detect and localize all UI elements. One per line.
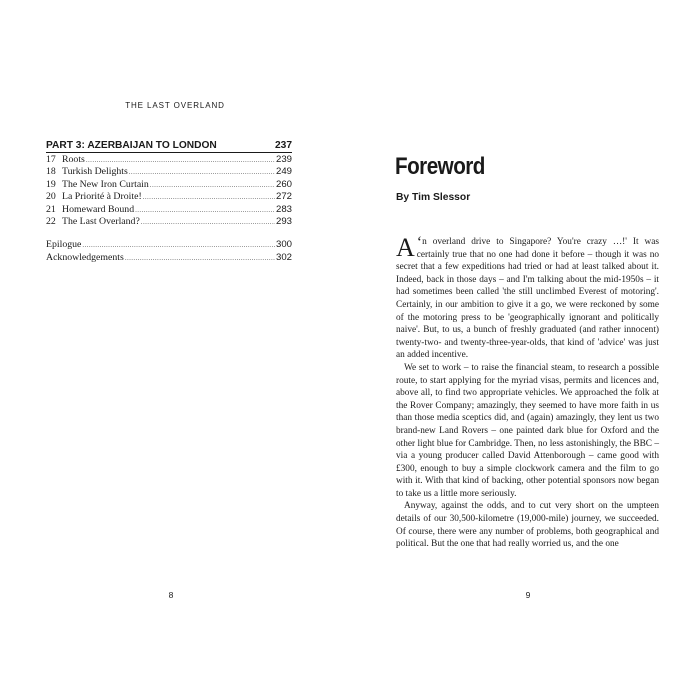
right-page [350, 0, 700, 700]
paragraph [396, 233, 659, 362]
toc-chapter-title: Roots [62, 154, 85, 165]
toc-chapter-number: 17 [46, 154, 56, 165]
toc-entry [46, 191, 292, 203]
toc-page-number: 239 [275, 154, 292, 165]
toc-chapter-title: The New Iron Curtain [62, 178, 149, 190]
toc-chapter-number: 22 [46, 216, 56, 228]
dot-leader [86, 154, 275, 166]
page-number-right: 9 [525, 590, 531, 600]
toc-spacer [46, 228, 292, 239]
toc-entry [46, 179, 292, 191]
toc-page-number: 302 [275, 251, 292, 263]
toc-chapter-title: Turkish Delights [62, 166, 128, 178]
running-head: THE LAST OVERLAND [125, 101, 225, 110]
table-of-contents [46, 140, 292, 264]
opening-quote-mark: ‘ [416, 234, 423, 251]
chapter-title: Foreword [395, 153, 485, 180]
page-number-left: 8 [168, 590, 174, 600]
toc-page-number: 293 [275, 216, 292, 228]
dot-leader [141, 216, 275, 228]
toc-entry [46, 204, 292, 216]
toc-entry [46, 166, 292, 178]
toc-part-heading [46, 140, 292, 153]
toc-page-number: 272 [275, 191, 292, 203]
toc-back-matter-title: Epilogue [46, 239, 82, 251]
dot-leader [135, 204, 275, 216]
dot-leader [129, 166, 275, 178]
toc-page-number: 249 [275, 166, 292, 178]
toc-chapter-number: 18 [46, 166, 56, 178]
toc-chapter-title: La Priorité à Droite! [62, 191, 142, 203]
toc-entry [46, 216, 292, 228]
dot-leader [125, 252, 275, 264]
paragraph: We set to work – to raise the financial steam, to research a possible route, to start applying for the myriad visas, permits and licences and, above all, to find two appropriate vehicles. We approached the folk at the Rover Company; amazingly, they seemed to have more faith in us than those media sceptics did, and (again) amazingly, they lent us two brand-new Land Rovers – one painted dark blue for Oxford and the other light blue for Cambridge. Then, no less astonishingly, the BBC – via a young producer called David Attenborough – came good with £300, enough to buy a simple clockwork camera and the film to go with it. With that kind of backing, other potential sponsors now began to take us a little more seriously. [396, 362, 659, 499]
toc-page-number: 260 [275, 178, 292, 190]
toc-chapter-number: 21 [46, 203, 56, 215]
dot-leader [143, 191, 275, 203]
toc-entry [46, 154, 292, 166]
dot-leader [150, 179, 275, 191]
toc-entry [46, 239, 292, 251]
toc-back-matter-title: Acknowledgements [46, 251, 124, 263]
toc-page-number: 300 [275, 239, 292, 251]
dot-leader [82, 239, 275, 251]
toc-part-page: 237 [275, 140, 292, 151]
body-text [396, 233, 659, 551]
paragraph-text: n overland drive to Singapore? You're crazy …!' It was certainly true that no one had done it before – though it was no secret that a few expeditions had tried or had at least talked about it. Indeed, back in those days – and I'm talking about the mid-1950s – it had sometimes been called 'the still unclimbed Everest of motoring'. Certainly, in our ambition to give it a go, we were reckoned by some of the motoring press to be 'geographically ignorant and politically naive'. But, to us, a bunch of freshly graduated (and rather innocent) twenty-two- and twenty-three-year-olds, that kind of 'advice' was just an added incentive. [396, 237, 659, 361]
toc-chapter-title: Homeward Bound [62, 203, 135, 215]
toc-chapter-number: 19 [46, 178, 56, 190]
byline: By Tim Slessor [396, 192, 471, 203]
toc-chapter-title: The Last Overland? [62, 216, 140, 228]
toc-part-title: PART 3: AZERBAIJAN TO LONDON [46, 140, 217, 151]
toc-chapter-number: 20 [46, 191, 56, 203]
toc-page-number: 283 [275, 203, 292, 215]
paragraph: Anyway, against the odds, and to cut very short on the umpteen details of our 30,500-kilometre (19,000-mile) journey, we succeeded. Of course, there were any number of problems, both geographical and political. But the one that had really worried us, and the one [396, 501, 659, 550]
drop-cap: A [396, 233, 415, 262]
toc-entry [46, 252, 292, 264]
